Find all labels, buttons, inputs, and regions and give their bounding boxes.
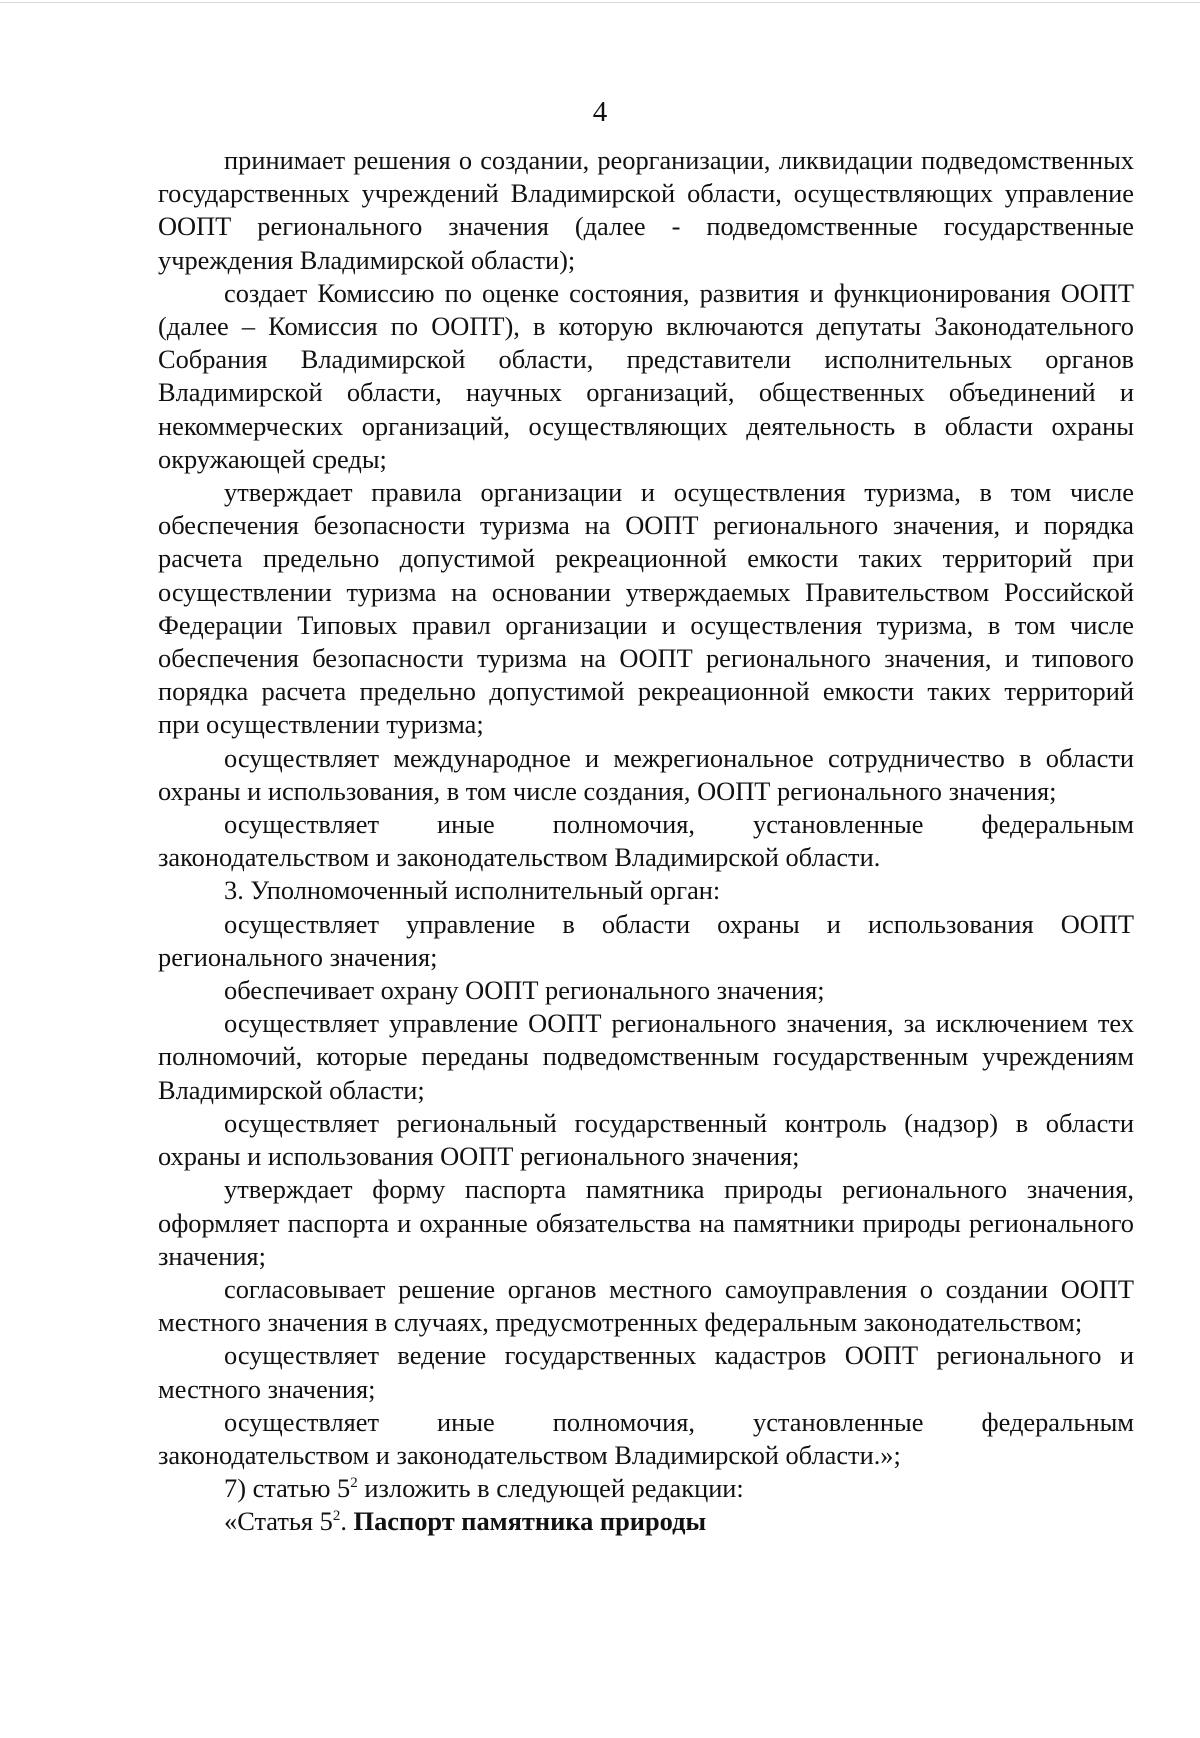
paragraph-3: утверждает правила организации и осуществления туризма, в том числе обеспечения безопасности туризма на ООПТ регионального значения, и порядка расчета предельно допустимой рекреационной емкости таких территорий при осуществлении туризма на основании утверждаемых Правительством Российской Федерации Типовых правил организации и осуществления туризма, в том числе обеспечения безопасности туризма на ООПТ регионального значения, и типового порядка расчета предельно допустимой рекреационной емкости таких территорий при осуществлении туризма;	[158, 477, 1134, 740]
top-edge-line	[0, 2, 1200, 3]
item-7-text-rest: изложить в следующей редакции:	[357, 1473, 744, 1504]
paragraph-1: принимает решения о создании, реорганизации, ликвидации подведомственных государственных учреждений Владимирской области, осуществляющих управление ООПТ регионального значения (далее - подведомственные государственные учреждения Владимирской области);	[158, 145, 1134, 275]
paragraph-13: осуществляет ведение государственных кадастров ООПТ регионального и местного значения;	[158, 1340, 1134, 1404]
paragraph-8: обеспечивает охрану ООПТ регионального значения;	[224, 975, 825, 1006]
paragraph-10: осуществляет региональный государственный контроль (надзор) в области охраны и использования ООПТ регионального значения;	[158, 1107, 1134, 1172]
item-7-paragraph	[158, 1472, 1134, 1505]
paragraph-7: осуществляет управление в области охраны и использования ООПТ регионального значения;	[158, 908, 1134, 972]
paragraph-5: осуществляет иные полномочия, установленные федеральным законодательством и законодательством Владимирской области.	[158, 809, 1134, 873]
item-7-text: 7) статью 5	[224, 1473, 351, 1504]
paragraph-12: согласовывает решение органов местного самоуправления о создании ООПТ местного значения в случаях, предусмотренных федеральным законодательством;	[158, 1273, 1134, 1338]
article-heading-prefix: «Статья 5	[224, 1506, 333, 1537]
article-heading-title: Паспорт памятника природы	[353, 1506, 707, 1537]
paragraph-4: осуществляет международное и межрегиональное сотрудничество в области охраны и использования, в том числе создания, ООПТ регионального значения;	[158, 742, 1134, 806]
page-number: 4	[592, 96, 608, 128]
paragraph-6: 3. Уполномоченный исполнительный орган:	[224, 875, 721, 906]
paragraph-9: осуществляет управление ООПТ регионального значения, за исключением тех полномочий, которые переданы подведомственным государственным учреждениям Владимирской области;	[158, 1008, 1134, 1105]
article-heading-separator: .	[340, 1506, 354, 1537]
article-heading	[158, 1505, 1134, 1538]
paragraph-14: осуществляет иные полномочия, установленные федеральным законодательством и законодательством Владимирской области.»;	[158, 1406, 1134, 1470]
paragraph-11: утверждает форму паспорта памятника природы регионального значения, оформляет паспорта и охранные обязательства на памятники природы регионального значения;	[158, 1174, 1134, 1271]
item-7-superscript: 2	[350, 1475, 358, 1492]
document-body	[158, 144, 1134, 1539]
paragraph-2: создает Комиссию по оценке состояния, развития и функционирования ООПТ (далее – Комиссия по ООПТ), в которую включаются депутаты Законодательного Собрания Владимирской области, представители исполнительных органов Владимирской области, научных организаций, общественных объединений и некоммерческих организаций, осуществляющих деятельность в области охраны окружающей среды;	[158, 277, 1134, 474]
article-heading-superscript: 2	[332, 1508, 341, 1525]
